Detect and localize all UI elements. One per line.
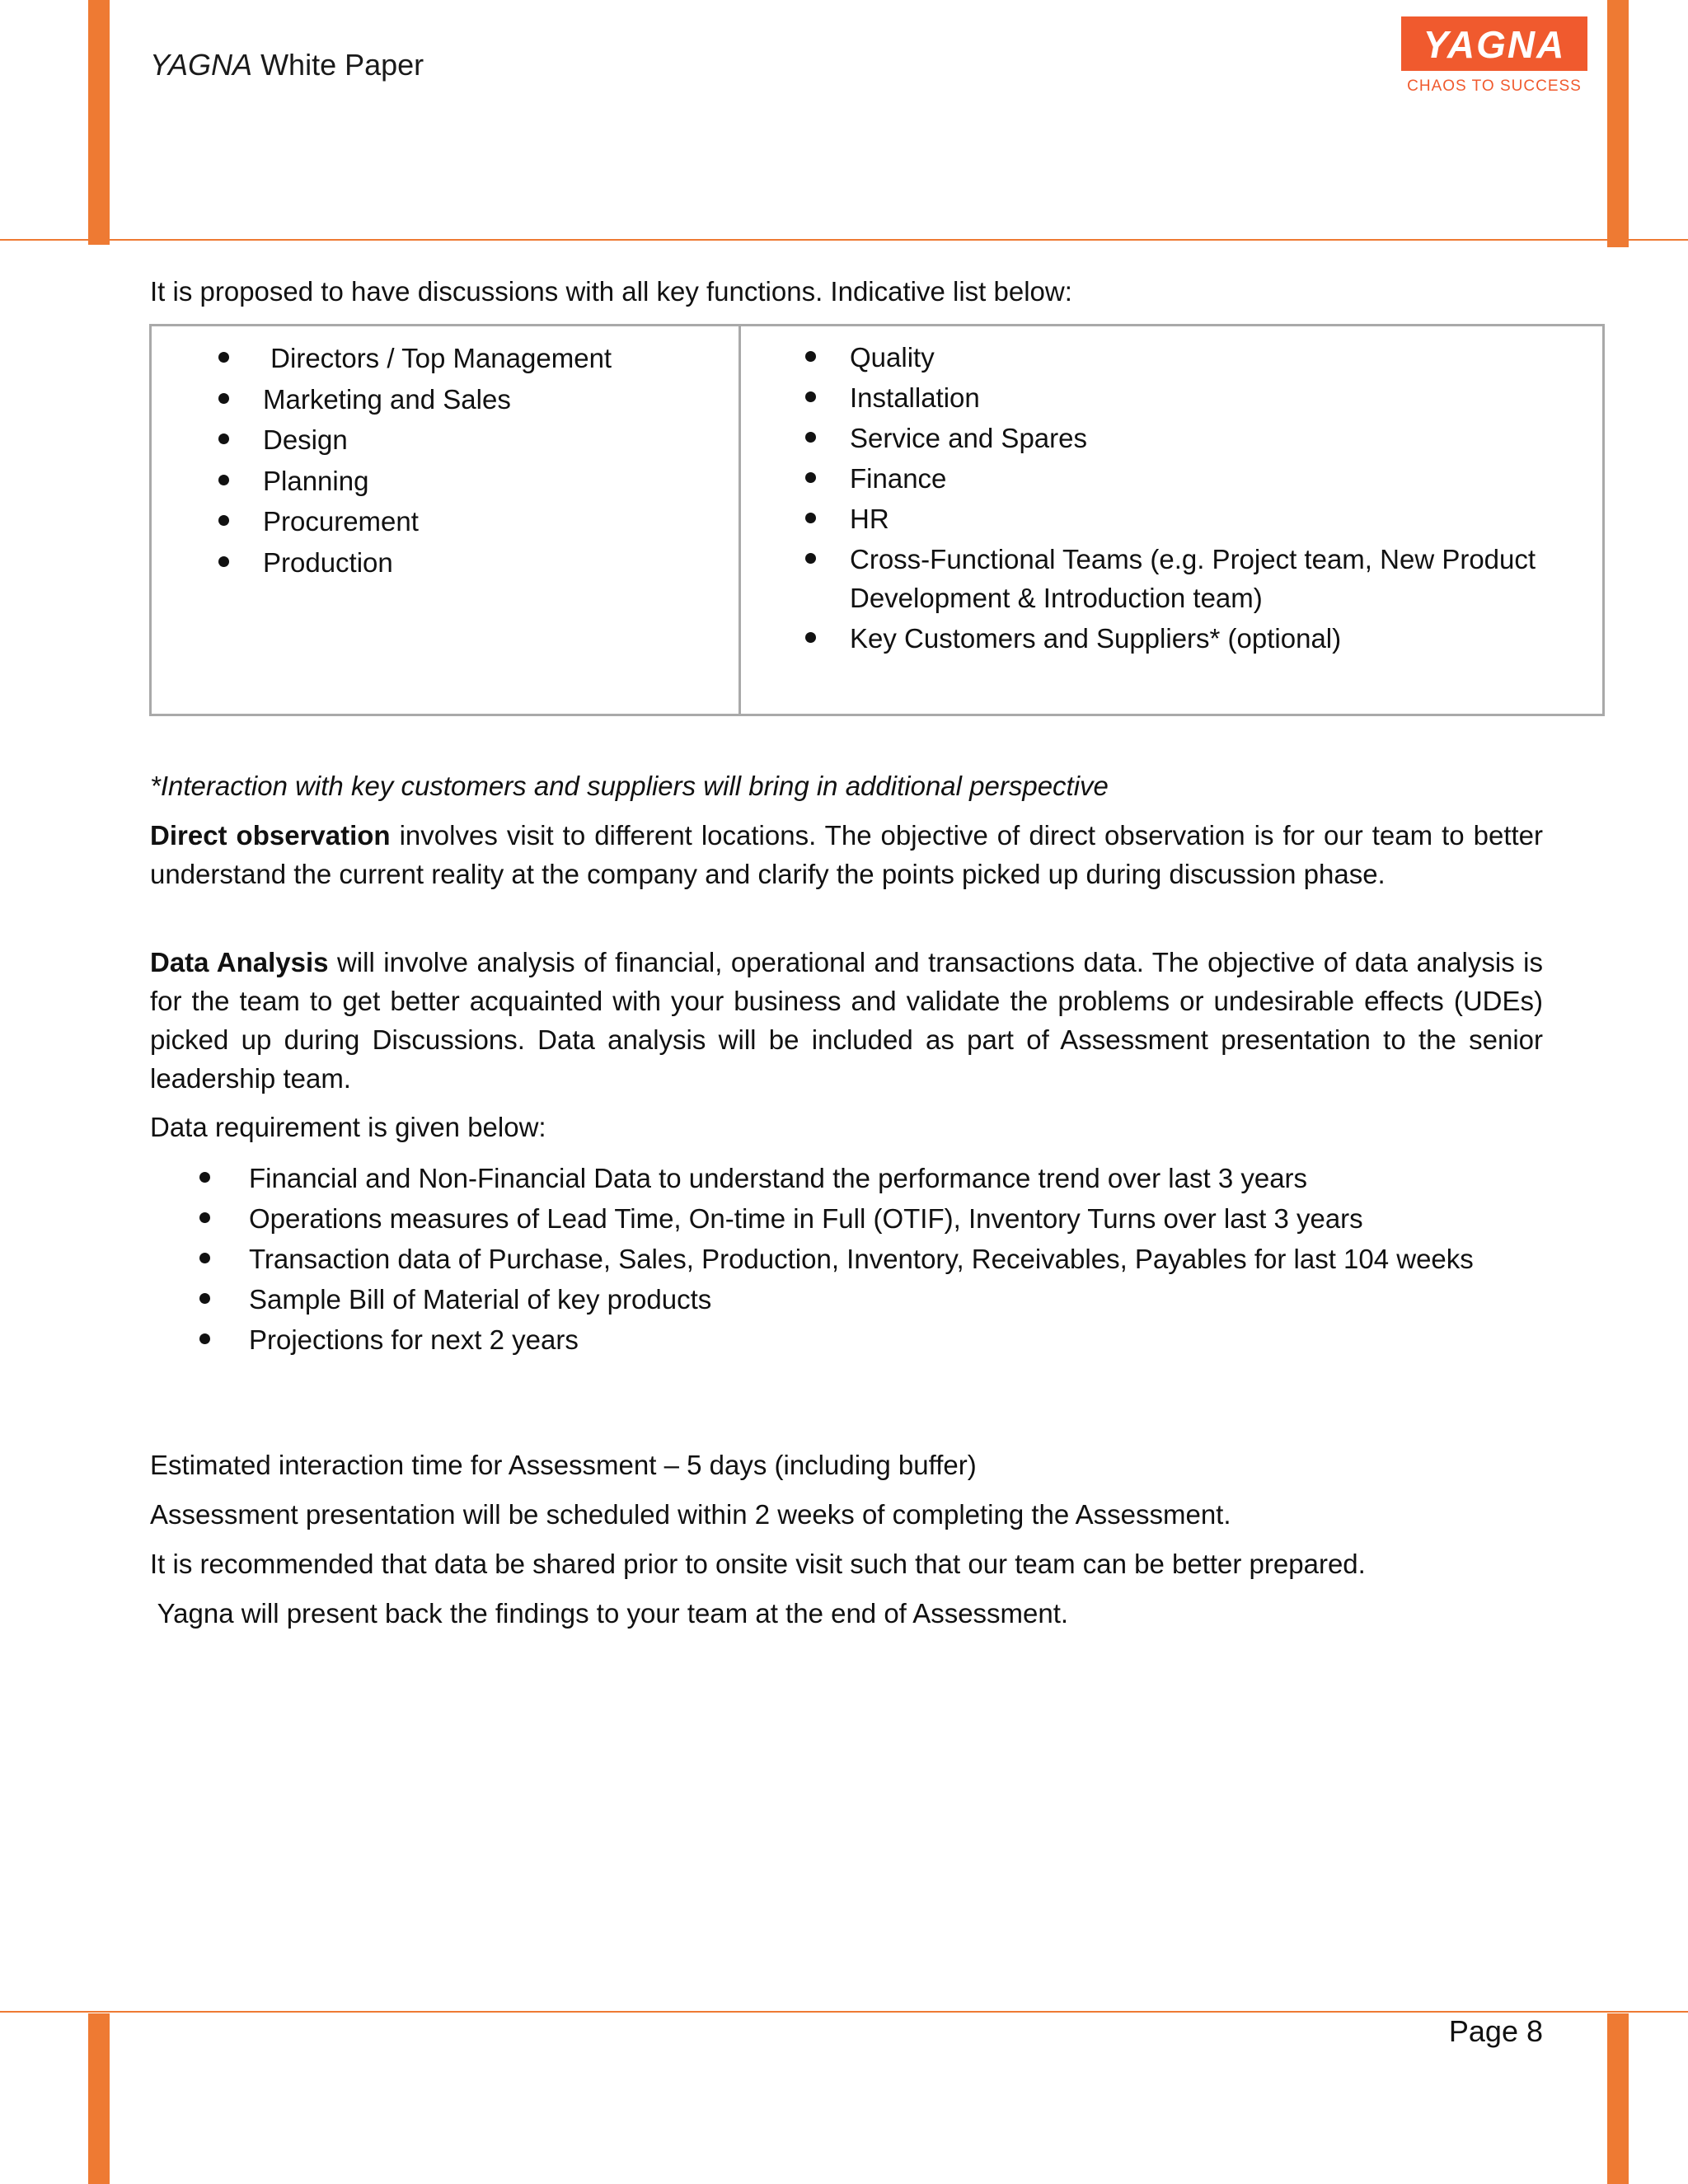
left-top-accent-bar: [88, 0, 110, 245]
closing-paragraph: Yagna will present back the findings to your team at the end of Assessment.: [150, 1598, 1069, 1629]
bullet-icon: [218, 434, 229, 444]
data-analysis-heading: Data Analysis: [150, 947, 329, 977]
list-item: Design: [263, 419, 612, 461]
bullet-icon: [218, 475, 229, 485]
bullet-icon: [199, 1293, 210, 1304]
list-item: Planning: [263, 461, 612, 502]
list-item: Operations measures of Lead Time, On-time in Full (OTIF), Inventory Turns over last 3 years: [249, 1199, 1568, 1238]
stakeholder-note: *Interaction with key customers and suppliers will bring in additional perspective: [150, 771, 1109, 801]
table-column-divider: [738, 326, 741, 714]
bullet-icon: [199, 1212, 210, 1223]
bullet-icon: [199, 1253, 210, 1263]
right-bottom-accent-bar: [1607, 2013, 1629, 2184]
list-item: Projections for next 2 years: [249, 1320, 1568, 1359]
functions-right-list: [850, 338, 1567, 659]
footer-divider: [0, 2011, 1688, 2013]
right-top-accent-bar: [1607, 0, 1629, 247]
bullet-icon: [805, 472, 816, 483]
bullet-icon: [805, 391, 816, 402]
list-item: Financial and Non-Financial Data to understand the performance trend over last 3 years: [249, 1159, 1568, 1197]
list-item: Marketing and Sales: [263, 379, 612, 420]
direct-observation-heading: Direct observation: [150, 820, 391, 851]
list-item: Installation: [850, 378, 1567, 417]
estimated-time-paragraph: Estimated interaction time for Assessment – 5 days (including buffer): [150, 1450, 977, 1480]
page-header-title: [150, 48, 424, 82]
list-item: Procurement: [263, 501, 612, 542]
list-item: HR: [850, 499, 1567, 538]
direct-observation-paragraph: [150, 816, 1543, 893]
direct-observation-text: involves visit to different locations. The objective of direct observation is for our team to better understand the current reality at the company and clarify the points picked up during discussion phase.: [150, 820, 1544, 889]
list-item: Transaction data of Purchase, Sales, Production, Inventory, Receivables, Payables for last 104 weeks: [249, 1240, 1568, 1278]
functions-left-list: [263, 338, 612, 583]
functions-table: [149, 324, 1605, 716]
page-number: Page 8: [1448, 2014, 1543, 2048]
list-item: Directors / Top Management: [263, 338, 612, 379]
bullet-icon: [218, 556, 229, 567]
data-analysis-paragraph: [150, 943, 1543, 1098]
bullet-icon: [199, 1172, 210, 1183]
header-title-rest: White Paper: [252, 48, 424, 82]
list-item: Quality: [850, 338, 1567, 377]
list-item: Cross-Functional Teams (e.g. Project team, New Product Development & Introduction team): [850, 540, 1567, 617]
header-title-italic: YAGNA: [150, 48, 253, 82]
intro-paragraph: It is proposed to have discussions with all key functions. Indicative list below:: [150, 276, 1072, 307]
bullet-icon: [199, 1333, 210, 1344]
list-item: Sample Bill of Material of key products: [249, 1280, 1568, 1319]
logo-wordmark: YAGNA: [1401, 16, 1587, 71]
bullet-icon: [805, 632, 816, 643]
data-requirements-list: [249, 1159, 1568, 1361]
bullet-icon: [805, 432, 816, 443]
recommendation-paragraph: It is recommended that data be shared prior to onsite visit such that our team can be better prepared.: [150, 1549, 1366, 1579]
data-requirement-intro: Data requirement is given below:: [150, 1112, 546, 1142]
list-item: Finance: [850, 459, 1567, 498]
list-item: Key Customers and Suppliers* (optional): [850, 619, 1567, 658]
data-analysis-text: will involve analysis of financial, operational and transactions data. The objective of data analysis is for the team to get better acquainted with your business and validate the problems or undesirable effects (UDEs) picked up during Discussions. Data analysis will be included as part of Assessment presentation to the senior leadership team.: [150, 947, 1544, 1094]
bullet-icon: [218, 515, 229, 526]
yagna-logo: [1401, 16, 1587, 96]
bullet-icon: [218, 393, 229, 404]
logo-tagline: CHAOS TO SUCCESS: [1407, 77, 1582, 95]
left-bottom-accent-bar: [88, 2013, 110, 2184]
bullet-icon: [805, 513, 816, 523]
bullet-icon: [218, 352, 229, 363]
header-divider: [0, 239, 1688, 241]
presentation-paragraph: Assessment presentation will be scheduled within 2 weeks of completing the Assessment.: [150, 1499, 1231, 1530]
bullet-icon: [805, 351, 816, 362]
list-item: Service and Spares: [850, 419, 1567, 457]
list-item: Production: [263, 542, 612, 583]
bullet-icon: [805, 553, 816, 564]
